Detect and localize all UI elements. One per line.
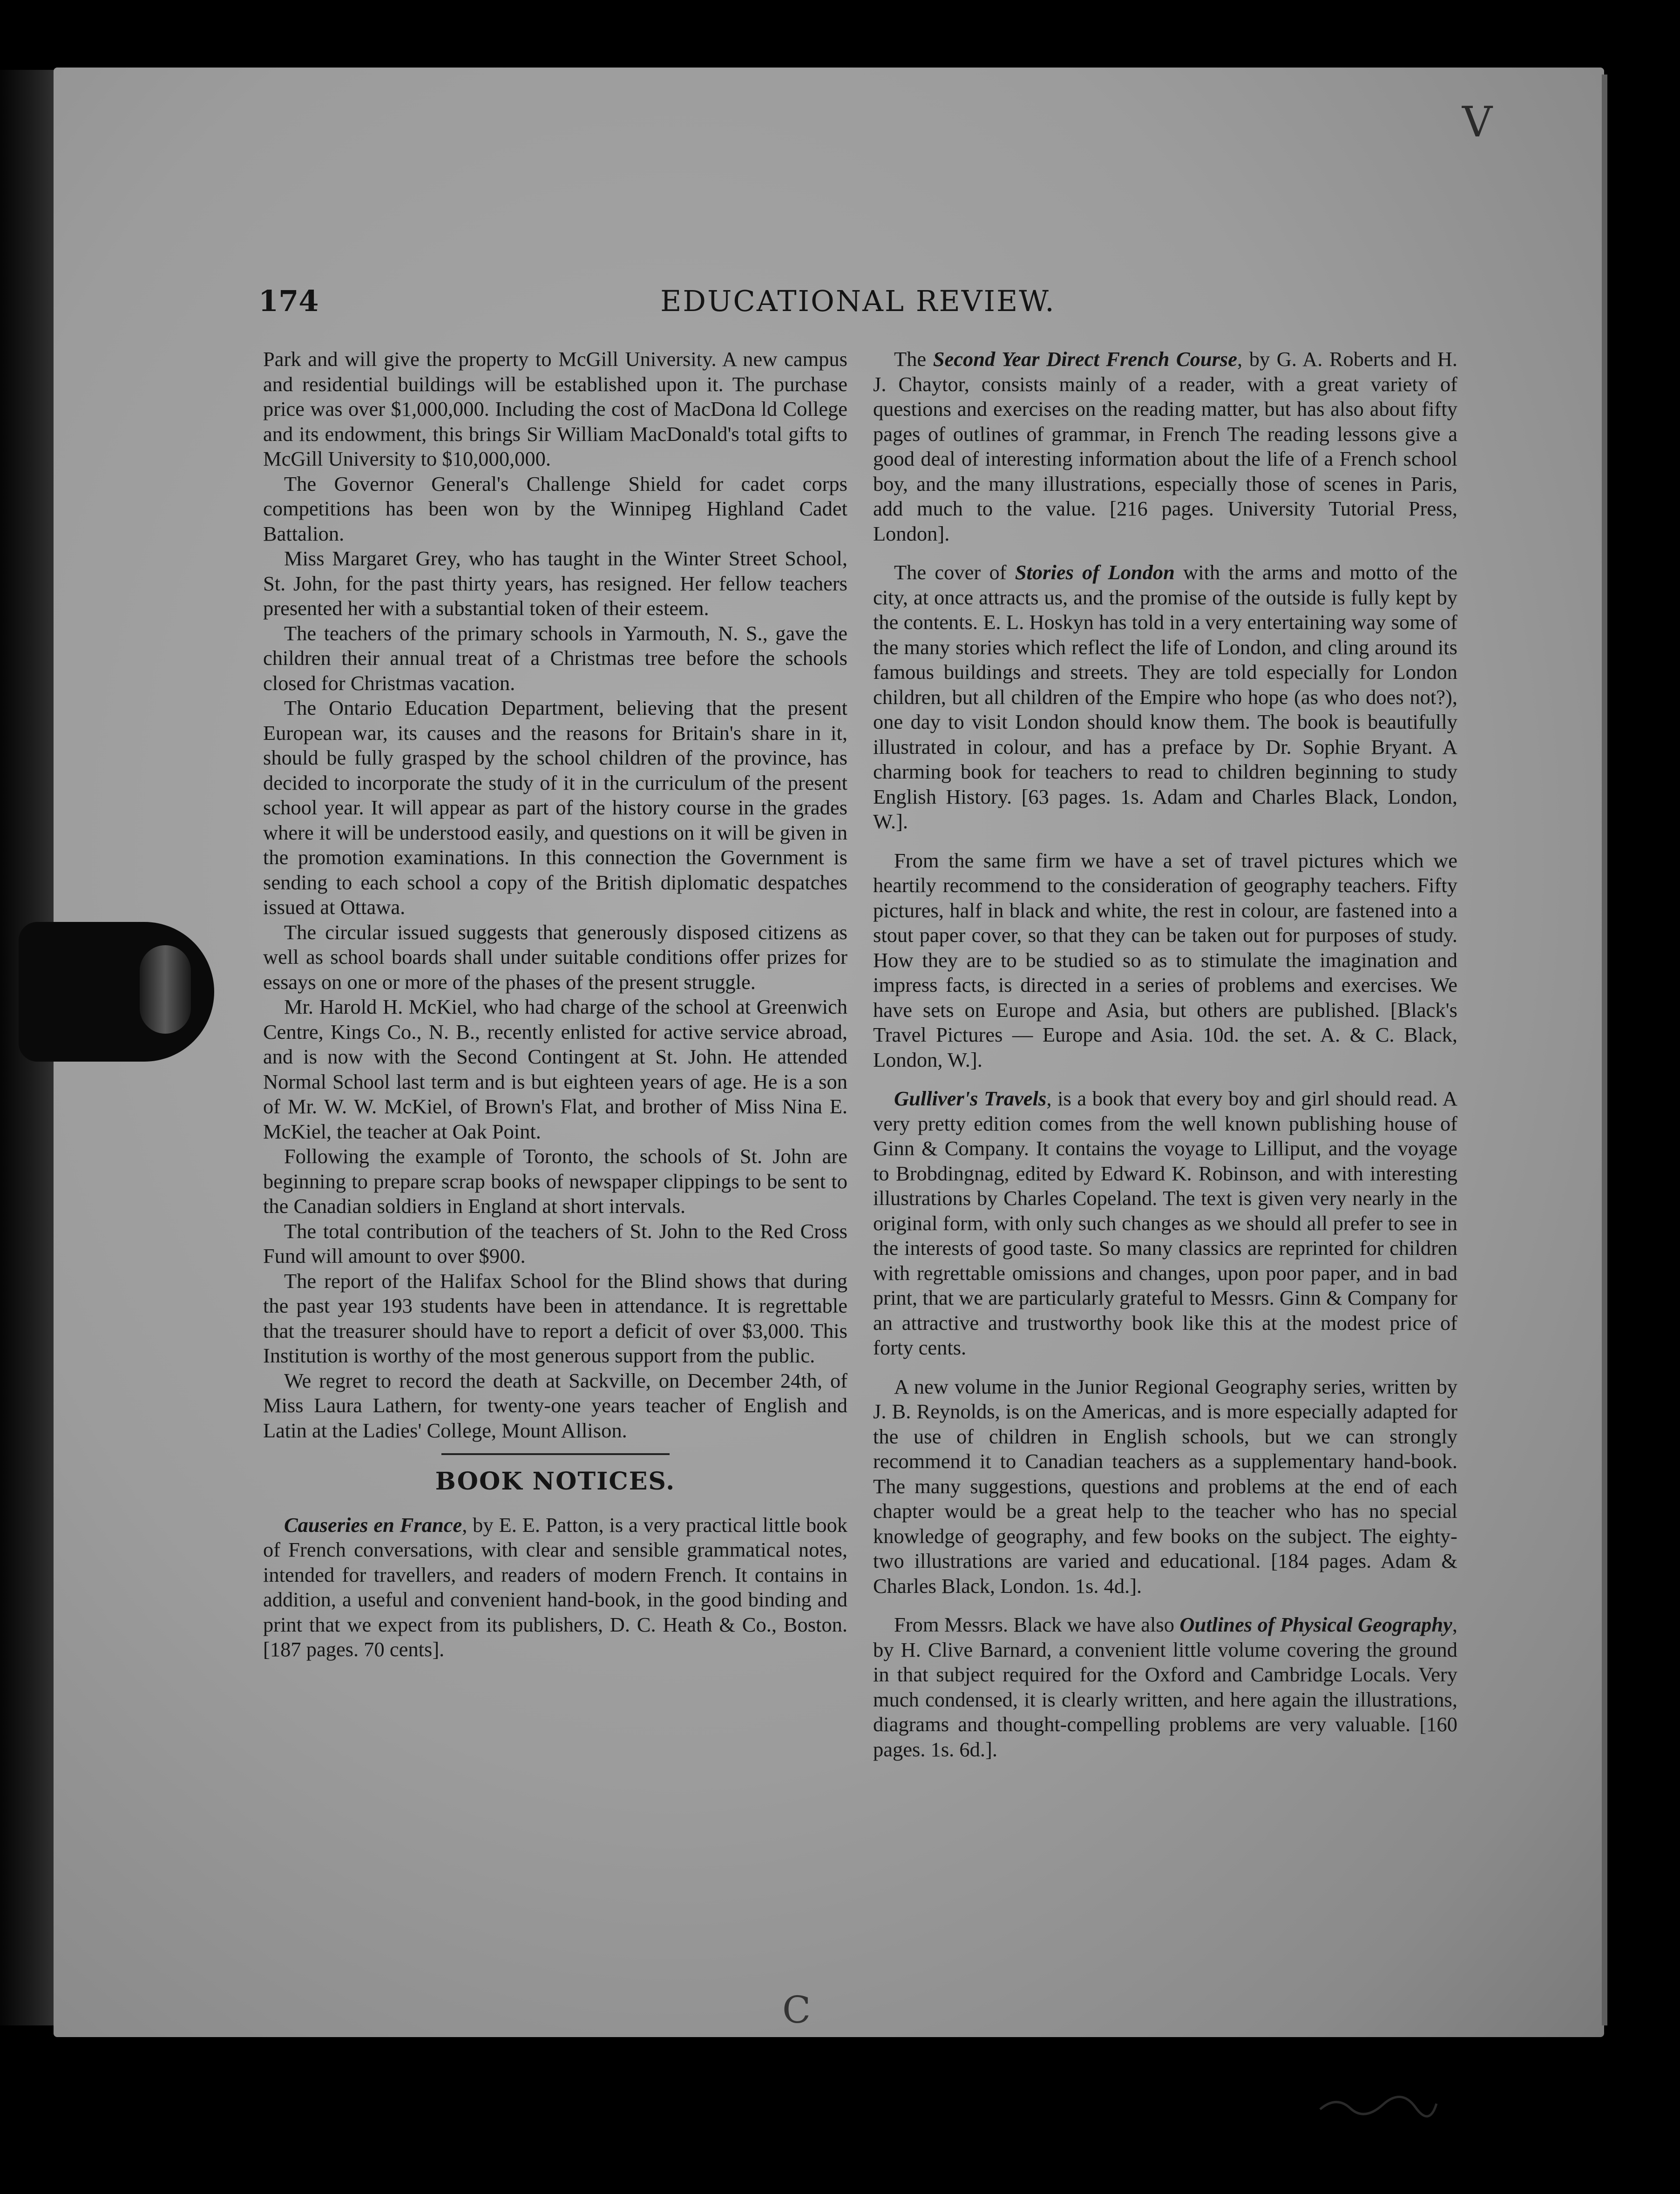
binder-clip-highlight: [140, 945, 191, 1034]
paragraph: The teachers of the primary schools in Yarmouth, N. S., gave the children their annual treat of a Christmas tree before the schools closed for Christmas vacation.: [263, 621, 847, 695]
paragraph: Mr. Harold H. McKiel, who had charge of the school at Greenwich Centre, Kings Co., N. B., recently enlisted for active service abroad, and is now with the Second Contingent at St. John. He attended Normal School last term and is but eighteen years of age. He is a son of Mr. W. W. McKiel, of Brown's Flat, and brother of Miss Nina E. McKiel, the teacher at Oak Point.: [263, 995, 847, 1143]
scribble-mark: [1318, 2091, 1439, 2119]
paragraph: Following the example of Toronto, the schools of St. John are beginning to prepare scrap books of newspaper clippings to be sent to the Canadian soldiers in England at short intervals.: [263, 1144, 847, 1218]
section-rule: [441, 1453, 670, 1455]
book-title: Stories of London: [1015, 561, 1175, 584]
paragraph: Park and will give the property to McGill University. A new campus and residential buildings will be established upon it. The purchase price was over $1,000,000. Including the cost of MacDona ld College and its endowment, this brings Sir William MacDonald's total gifts to McGill University to $10,000,000.: [263, 347, 847, 470]
notice-lead: The: [894, 347, 933, 371]
handwritten-mark: C: [782, 1988, 811, 2031]
book-notice: [263, 1513, 847, 1662]
book-notice: From the same firm we have a set of travel pictures which we heartily recommend to the consideration of geography teachers. Fifty pictures, half in black and white, the rest in colour, are fastened into a stout paper cover, so that they can be taken out for purposes of study. How they are to be studied so as to stimulate the imagination and impress facts, is directed in a series of problems and exercises. We have sets on Europe and Asia, but others are published. [Black's Travel Pictures — Europe and Asia. 10d. the set. A. & C. Black, London, W.].: [873, 848, 1457, 1071]
running-title: EDUCATIONAL REVIEW.: [660, 284, 1056, 318]
book-notice-text: , by E. E. Patton, is a very practical little book of French conversations, with clear and sensible grammatical notes, intended for travellers, and readers of modern French. It contains in addition, a useful and convenient hand-book, in the good binding and print that we expect from its publishers, D. C. Heath & Co., Boston. [187 pages. 70 cents].: [263, 1513, 848, 1661]
paragraph: The total contribution of the teachers of St. John to the Red Cross Fund will amount to over $900.: [263, 1219, 847, 1267]
right-column: [873, 347, 1457, 1762]
book-title: Gulliver's Travels: [894, 1087, 1047, 1110]
paragraph: The Ontario Education Department, believing that the present European war, its causes and the reasons for Britain's share in it, should be fully grasped by the school children of the province, has decided to incorporate the study of it in the curriculum of the present school year. It will appear as part of the history course in the grades where it will be understood easily, and questions on it will be given in the promotion examinations. In this connection the Government is sending to each school a copy of the British diplomatic despatches issued at Ottawa.: [263, 696, 847, 919]
book-title: Causeries en France: [284, 1513, 462, 1537]
book-title: Second Year Direct French Course: [933, 347, 1238, 371]
paragraph: The report of the Halifax School for the Blind shows that during the past year 193 students have been in attendance. It is regrettable that the treasurer should have to report a deficit of over $3,000. This Institution is worthy of the most generous support from the public.: [263, 1269, 847, 1367]
book-notice: [873, 1612, 1457, 1762]
page-number: 174: [258, 284, 319, 318]
book-title: Outlines of Physical Geography: [1179, 1613, 1452, 1636]
paragraph: The Governor General's Challenge Shield for cadet corps competitions has been won by the Winnipeg Highland Cadet Battalion.: [263, 472, 847, 545]
book-notice: [873, 347, 1457, 546]
book-notice-text: , is a book that every boy and girl should read. A very pretty edition comes from the well known publishing house of Ginn & Company. It contains the voyage to Lilliput, and the voyage to Brobdingnag, edited by Edward K. Robinson, and with interesting illustrations by Charles Copeland. The text is given very nearly in the original form, with only such changes as we should all prefer to see in the interests of good taste. So many classics are reprinted for children with regrettable omissions and changes, upon poor paper, and in bad print, that we are particularly grateful to Messrs. Ginn & Company for an attractive and trustworthy book like this at the modest price of forty cents.: [873, 1087, 1457, 1359]
book-notice: [873, 560, 1457, 834]
book-notice-text: , by H. Clive Barnard, a convenient little volume covering the ground in that subject required for the Oxford and Cambridge Locals. Very much condensed, it is clearly written, and here again the illustrations, diagrams and thought-compelling problems are very valuable. [160 pages. 1s. 6d.].: [873, 1613, 1457, 1761]
page-header: [258, 284, 1457, 326]
book-notice-text: , by G. A. Roberts and H. J. Chaytor, consists mainly of a reader, with a great variety of questions and exercises on the reading matter, but has also about fifty pages of outlines of grammar, in French The reading lessons give a good deal of interesting information about the life of a French school boy, and the many illustrations, especially those of scenes in Paris, add much to the value. [216 pages. University Tutorial Press, London].: [873, 347, 1458, 545]
left-column: [263, 347, 847, 1662]
page-edge: [1602, 74, 1607, 2025]
book-notice: A new volume in the Junior Regional Geography series, written by J. B. Reynolds, is on the Americas, and is more especially adapted for the use of children in English schools, but we can strongly recommend it to Canadian teachers as a supplementary hand-book. The many suggestions, questions and problems at the end of each chapter would be a great help to the teacher who has no special knowledge of geography, and few books on the subject. The eighty-two illustrations are varied and educational. [184 pages. Adam & Charles Black, London. 1s. 4d.].: [873, 1375, 1457, 1598]
notice-lead: From Messrs. Black we have also: [894, 1613, 1180, 1636]
notice-lead: The cover of: [894, 561, 1015, 584]
paragraph: The circular issued suggests that generously disposed citizens as well as school boards shall under suitable conditions offer prizes for essays on one or more of the phases of the present struggle.: [263, 920, 847, 994]
section-heading: BOOK NOTICES.: [435, 1467, 676, 1496]
paragraph: Miss Margaret Grey, who has taught in the Winter Street School, St. John, for the past thirty years, has resigned. Her fellow teachers presented her with a substantial token of their esteem.: [263, 547, 847, 620]
book-notice: [873, 1086, 1457, 1361]
book-notice-text: with the arms and motto of the city, at once attracts us, and the promise of the outside is fully kept by the contents. E. L. Hoskyn has told in a very entertaining way some of the many stories which reflect the life of London, and cling around its famous buildings and streets. They are told especially for London children, but all children of the Empire who hope (as who does not?), one day to visit London should know them. The book is beautifully illustrated in colour, and has a preface by Dr. Sophie Bryant. A charming book for teachers to read to children beginning to study English History. [63 pages. 1s. Adam and Charles Black, London, W.].: [873, 561, 1457, 833]
handwritten-mark: V: [1462, 98, 1492, 147]
paragraph: We regret to record the death at Sackville, on December 24th, of Miss Laura Lathern, for twenty-one years teacher of English and Latin at the Ladies' College, Mount Allison.: [263, 1368, 847, 1442]
